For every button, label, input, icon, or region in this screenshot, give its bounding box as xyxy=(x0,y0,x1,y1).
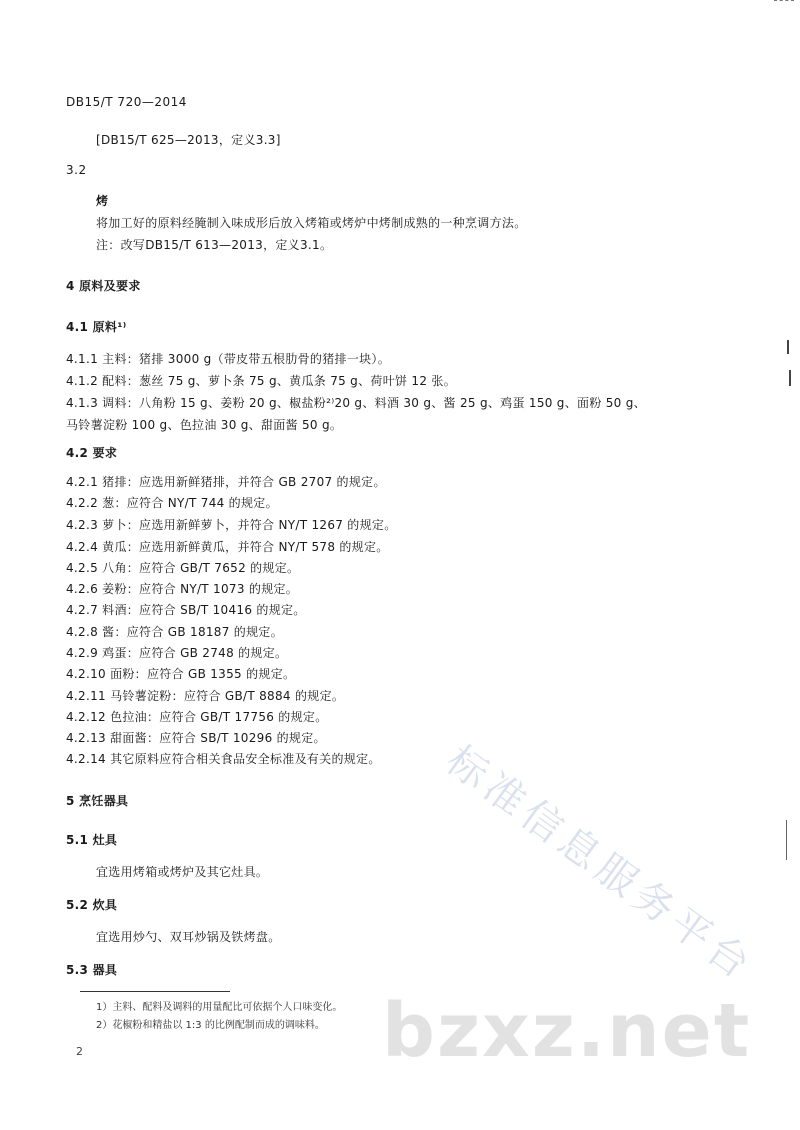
scan-edge-mark xyxy=(786,820,787,860)
footnote-1: 1）主料、配料及调料的用量配比可依据个人口味变化。 xyxy=(96,1002,343,1013)
list-item: 4.2.5 八角：应符合 GB/T 7652 的规定。 xyxy=(66,561,300,575)
reference-625: [DB15/T 625—2013，定义3.3] xyxy=(96,133,281,147)
section-3-2-definition: 将加工好的原料经腌制入味成形后放入烤箱或烤炉中烤制成熟的一种烹调方法。 xyxy=(96,216,527,230)
section-3-2-term: 烤 xyxy=(96,194,109,208)
section-3-2-note: 注：改写DB15/T 613—2013，定义3.1。 xyxy=(96,238,333,252)
section-3-2-number: 3.2 xyxy=(66,163,87,177)
list-item: 4.2.10 面粉：应符合 GB 1355 的规定。 xyxy=(66,667,296,681)
list-item: 4.2.9 鸡蛋：应符合 GB 2748 的规定。 xyxy=(66,646,288,660)
section-5-3-title: 5.3 器具 xyxy=(66,963,118,977)
list-item: 4.2.13 甜面酱：应符合 SB/T 10296 的规定。 xyxy=(66,731,326,745)
section-4-1-3-line-1: 4.1.3 调料：八角粉 15 g、姜粉 20 g、椒盐粉²⁾20 g、料酒 30 g、酱 25 g、鸡蛋 150 g、面粉 50 g、 xyxy=(66,396,646,410)
list-item: 4.2.8 酱：应符合 GB 18187 的规定。 xyxy=(66,625,283,639)
list-item: 4.2.1 猪排：应选用新鲜猪排，并符合 GB 2707 的规定。 xyxy=(66,475,386,489)
scan-edge-mark xyxy=(787,340,789,354)
list-item: 4.2.6 姜粉：应符合 NY/T 1073 的规定。 xyxy=(66,582,299,596)
list-item: 4.2.14 其它原料应符合相关食品安全标准及有关的规定。 xyxy=(66,752,381,766)
page-number: 2 xyxy=(76,1045,83,1058)
list-item: 4.2.11 马铃薯淀粉：应符合 GB/T 8884 的规定。 xyxy=(66,689,345,703)
section-4-1-2: 4.1.2 配料：葱丝 75 g、萝卜条 75 g、黄瓜条 75 g、荷叶饼 12 张。 xyxy=(66,374,456,388)
list-item: 4.2.7 料酒：应符合 SB/T 10416 的规定。 xyxy=(66,603,306,617)
list-item: 4.2.4 黄瓜：应选用新鲜黄瓜，并符合 NY/T 578 的规定。 xyxy=(66,540,389,554)
section-5-1-title: 5.1 灶具 xyxy=(66,833,118,847)
footnote-2: 2）花椒粉和精盐以 1:3 的比例配制而成的调味料。 xyxy=(96,1020,325,1031)
list-item: 4.2.2 葱：应符合 NY/T 744 的规定。 xyxy=(66,496,278,510)
section-5-2-text: 宜选用炒勺、双耳炒锅及铁烤盘。 xyxy=(96,930,281,944)
section-5-title: 5 烹饪器具 xyxy=(66,794,129,808)
scan-edge-mark xyxy=(789,370,791,386)
list-item: 4.2.12 色拉油：应符合 GB/T 17756 的规定。 xyxy=(66,710,328,724)
section-4-1-1: 4.1.1 主料：猪排 3000 g（带皮带五根肋骨的猪排一块）。 xyxy=(66,352,391,366)
section-4-1-title: 4.1 原料¹⁾ xyxy=(66,320,127,334)
section-4-title: 4 原料及要求 xyxy=(66,279,141,293)
document-id: DB15/T 720—2014 xyxy=(66,95,187,109)
footnote-divider xyxy=(80,991,230,992)
section-4-2-title: 4.2 要求 xyxy=(66,446,118,460)
section-5-1-text: 宜选用烤箱或烤炉及其它灶具。 xyxy=(96,865,269,879)
list-item: 4.2.3 萝卜：应选用新鲜萝卜，并符合 NY/T 1267 的规定。 xyxy=(66,518,397,532)
watermark-site: bzxz.net xyxy=(382,988,752,1074)
section-5-2-title: 5.2 炊具 xyxy=(66,898,118,912)
section-4-1-3-line-2: 马铃薯淀粉 100 g、色拉油 30 g、甜面酱 50 g。 xyxy=(66,418,343,432)
watermark-chinese: 标准信息服务平台 xyxy=(437,737,763,991)
scan-edge-mark xyxy=(774,0,794,15)
